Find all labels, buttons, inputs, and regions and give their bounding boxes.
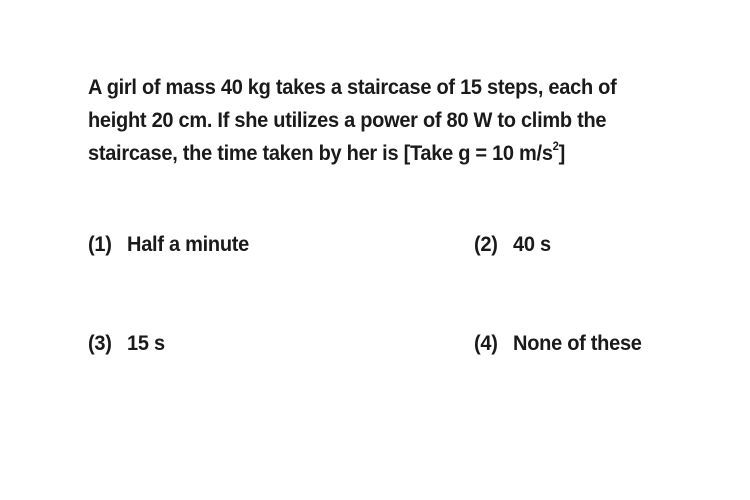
option-text: None of these — [513, 331, 642, 355]
option-number: (2) — [474, 232, 498, 256]
option-text: Half a minute — [127, 232, 249, 256]
question-text — [88, 71, 646, 170]
option-number: (4) — [474, 331, 498, 355]
option-3[interactable] — [88, 331, 165, 356]
option-2[interactable] — [474, 232, 551, 257]
question-line-3-end: ] — [558, 141, 566, 165]
question-line-3-main: staircase, the time taken by her is [Take g = 10 m/s — [88, 141, 553, 165]
option-number: (1) — [88, 232, 112, 256]
option-text: 40 s — [513, 232, 551, 256]
superscript-exponent: 2 — [552, 138, 559, 153]
question-line-1: A girl of mass 40 kg takes a staircase of 15 steps, each of — [88, 75, 617, 99]
question-line-3 — [88, 137, 646, 170]
option-number: (3) — [88, 331, 112, 355]
option-text: 15 s — [127, 331, 165, 355]
option-4[interactable] — [474, 331, 642, 356]
option-1[interactable] — [88, 232, 249, 257]
question-line-2: height 20 cm. If she utilizes a power of 80 W to climb the — [88, 108, 607, 132]
